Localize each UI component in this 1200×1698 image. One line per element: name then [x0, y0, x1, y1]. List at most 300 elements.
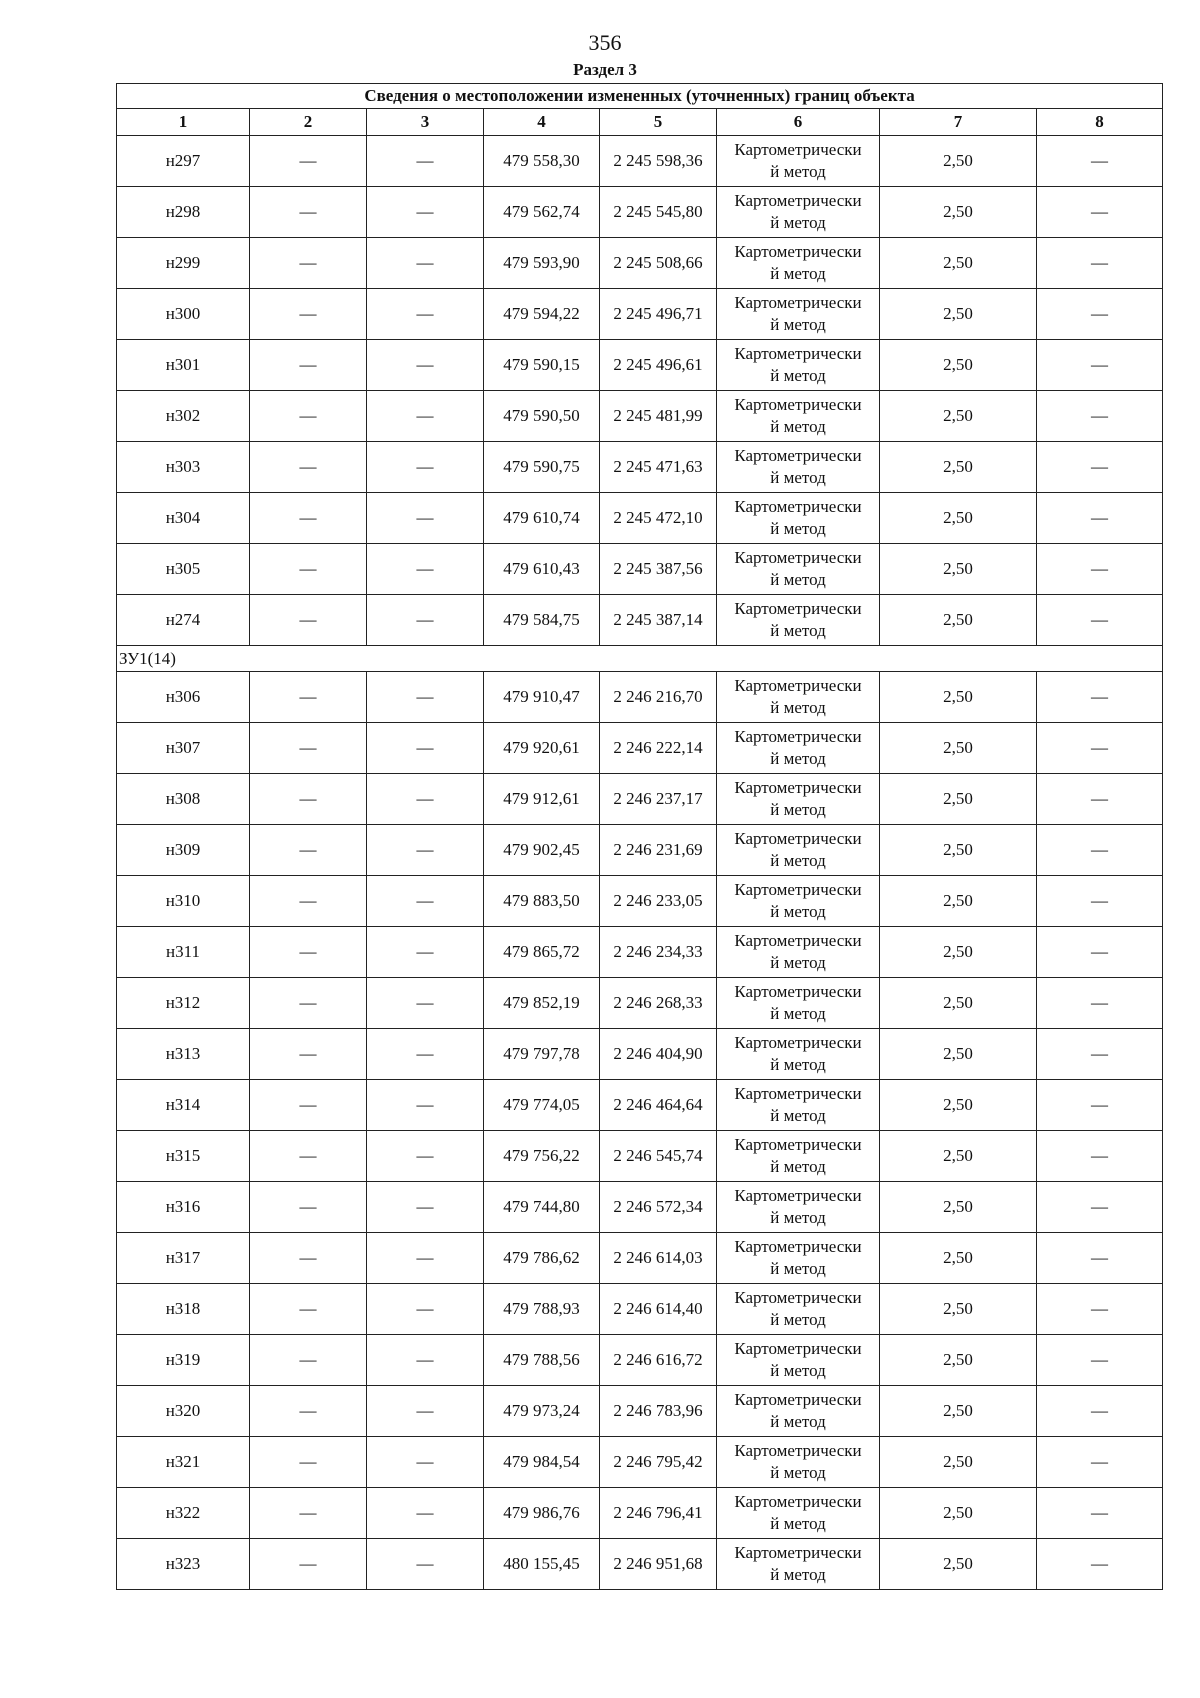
- table-body: [117, 84, 1163, 1590]
- method-line-2: й метод: [770, 570, 826, 589]
- point-name: н313: [117, 1029, 250, 1080]
- coordinate-x: 479 584,75: [484, 595, 600, 646]
- determination-method: [717, 1080, 880, 1131]
- coordinate-y: 2 245 496,61: [600, 340, 717, 391]
- accuracy-value: 2,50: [880, 1386, 1037, 1437]
- cell-col2: —: [250, 136, 367, 187]
- accuracy-value: 2,50: [880, 978, 1037, 1029]
- cell-col2: —: [250, 876, 367, 927]
- coordinate-y: 2 245 545,80: [600, 187, 717, 238]
- coordinate-x: 479 786,62: [484, 1233, 600, 1284]
- table-row: [117, 1131, 1163, 1182]
- method-line-2: й метод: [770, 1361, 826, 1380]
- point-name: н305: [117, 544, 250, 595]
- method-line-1: Картометрически: [734, 1033, 862, 1052]
- method-line-1: Картометрически: [734, 446, 862, 465]
- determination-method: [717, 1233, 880, 1284]
- method-line-2: й метод: [770, 1055, 826, 1074]
- coordinate-x: 479 558,30: [484, 136, 600, 187]
- method-line-1: Картометрически: [734, 599, 862, 618]
- coordinate-x: 479 774,05: [484, 1080, 600, 1131]
- cell-col3: —: [367, 1488, 484, 1539]
- determination-method: [717, 1029, 880, 1080]
- cell-col2: —: [250, 1335, 367, 1386]
- cell-col3: —: [367, 723, 484, 774]
- table-row: [117, 825, 1163, 876]
- determination-method: [717, 493, 880, 544]
- table-caption: Сведения о местоположении измененных (уточненных) границ объекта: [117, 84, 1163, 109]
- determination-method: [717, 1437, 880, 1488]
- cell-col8: —: [1037, 289, 1163, 340]
- coordinate-y: 2 245 471,63: [600, 442, 717, 493]
- cell-col2: —: [250, 1284, 367, 1335]
- cell-col8: —: [1037, 1335, 1163, 1386]
- determination-method: [717, 1182, 880, 1233]
- cell-col3: —: [367, 493, 484, 544]
- cell-col8: —: [1037, 442, 1163, 493]
- accuracy-value: 2,50: [880, 1284, 1037, 1335]
- cell-col2: —: [250, 1437, 367, 1488]
- method-line-1: Картометрически: [734, 293, 862, 312]
- cell-col2: —: [250, 1029, 367, 1080]
- column-number: 1: [117, 109, 250, 136]
- coordinate-y: 2 246 951,68: [600, 1539, 717, 1590]
- method-line-1: Картометрически: [734, 140, 862, 159]
- cell-col2: —: [250, 595, 367, 646]
- point-name: н317: [117, 1233, 250, 1284]
- cell-col3: —: [367, 1080, 484, 1131]
- cell-col2: —: [250, 1233, 367, 1284]
- coordinate-y: 2 246 231,69: [600, 825, 717, 876]
- page-number: 356: [588, 30, 622, 55]
- method-line-1: Картометрически: [734, 548, 862, 567]
- method-line-2: й метод: [770, 1259, 826, 1278]
- point-name: н306: [117, 672, 250, 723]
- accuracy-value: 2,50: [880, 595, 1037, 646]
- determination-method: [717, 238, 880, 289]
- cell-col2: —: [250, 289, 367, 340]
- determination-method: [717, 1335, 880, 1386]
- accuracy-value: 2,50: [880, 493, 1037, 544]
- coordinate-x: 479 984,54: [484, 1437, 600, 1488]
- determination-method: [717, 136, 880, 187]
- table-row: [117, 442, 1163, 493]
- coordinate-y: 2 246 216,70: [600, 672, 717, 723]
- determination-method: [717, 340, 880, 391]
- coordinate-y: 2 246 464,64: [600, 1080, 717, 1131]
- cell-col2: —: [250, 927, 367, 978]
- determination-method: [717, 723, 880, 774]
- column-number-row: [117, 109, 1163, 136]
- method-line-2: й метод: [770, 1004, 826, 1023]
- cell-col8: —: [1037, 595, 1163, 646]
- cell-col2: —: [250, 774, 367, 825]
- coordinate-y: 2 245 387,56: [600, 544, 717, 595]
- coordinate-y: 2 246 796,41: [600, 1488, 717, 1539]
- coordinate-x: 479 865,72: [484, 927, 600, 978]
- accuracy-value: 2,50: [880, 1131, 1037, 1182]
- table-caption-row: [117, 84, 1163, 109]
- accuracy-value: 2,50: [880, 774, 1037, 825]
- cell-col8: —: [1037, 1233, 1163, 1284]
- cell-col8: —: [1037, 391, 1163, 442]
- method-line-1: Картометрически: [734, 727, 862, 746]
- cell-col8: —: [1037, 723, 1163, 774]
- method-line-1: Картометрически: [734, 1237, 862, 1256]
- accuracy-value: 2,50: [880, 544, 1037, 595]
- determination-method: [717, 876, 880, 927]
- method-line-2: й метод: [770, 1514, 826, 1533]
- cell-col8: —: [1037, 978, 1163, 1029]
- cell-col8: —: [1037, 1437, 1163, 1488]
- method-line-1: Картометрически: [734, 1135, 862, 1154]
- cell-col8: —: [1037, 238, 1163, 289]
- point-name: н274: [117, 595, 250, 646]
- method-line-2: й метод: [770, 315, 826, 334]
- method-line-1: Картометрически: [734, 1339, 862, 1358]
- coordinate-x: 479 610,43: [484, 544, 600, 595]
- cell-col8: —: [1037, 1131, 1163, 1182]
- point-name: н309: [117, 825, 250, 876]
- coordinate-x: 479 912,61: [484, 774, 600, 825]
- cell-col2: —: [250, 1539, 367, 1590]
- cell-col8: —: [1037, 672, 1163, 723]
- method-line-2: й метод: [770, 519, 826, 538]
- table-row: [117, 1539, 1163, 1590]
- determination-method: [717, 978, 880, 1029]
- cell-col8: —: [1037, 1539, 1163, 1590]
- cell-col2: —: [250, 340, 367, 391]
- coordinate-x: 479 590,15: [484, 340, 600, 391]
- method-line-2: й метод: [770, 417, 826, 436]
- cell-col3: —: [367, 774, 484, 825]
- cell-col3: —: [367, 978, 484, 1029]
- coordinate-y: 2 245 387,14: [600, 595, 717, 646]
- table-row: [117, 391, 1163, 442]
- column-number: 2: [250, 109, 367, 136]
- method-line-2: й метод: [770, 264, 826, 283]
- cell-col8: —: [1037, 1284, 1163, 1335]
- method-line-1: Картометрически: [734, 778, 862, 797]
- method-line-1: Картометрически: [734, 880, 862, 899]
- coordinate-y: 2 245 598,36: [600, 136, 717, 187]
- method-line-1: Картометрически: [734, 395, 862, 414]
- cell-col2: —: [250, 493, 367, 544]
- point-name: н302: [117, 391, 250, 442]
- column-number: 7: [880, 109, 1037, 136]
- cell-col8: —: [1037, 136, 1163, 187]
- method-line-1: Картометрически: [734, 676, 862, 695]
- method-line-2: й метод: [770, 1208, 826, 1227]
- point-name: н300: [117, 289, 250, 340]
- point-name: н299: [117, 238, 250, 289]
- cell-col3: —: [367, 1131, 484, 1182]
- coordinate-x: 479 788,93: [484, 1284, 600, 1335]
- cell-col8: —: [1037, 825, 1163, 876]
- cell-col2: —: [250, 723, 367, 774]
- method-line-2: й метод: [770, 366, 826, 385]
- table-row: [117, 1029, 1163, 1080]
- accuracy-value: 2,50: [880, 1029, 1037, 1080]
- method-line-2: й метод: [770, 1157, 826, 1176]
- accuracy-value: 2,50: [880, 340, 1037, 391]
- cell-col3: —: [367, 1284, 484, 1335]
- point-name: н322: [117, 1488, 250, 1539]
- cell-col2: —: [250, 187, 367, 238]
- coordinate-x: 479 744,80: [484, 1182, 600, 1233]
- cell-col3: —: [367, 1029, 484, 1080]
- accuracy-value: 2,50: [880, 825, 1037, 876]
- cell-col8: —: [1037, 1080, 1163, 1131]
- table-row: [117, 238, 1163, 289]
- coordinate-y: 2 245 508,66: [600, 238, 717, 289]
- coordinate-x: 479 797,78: [484, 1029, 600, 1080]
- coordinate-x: 479 590,75: [484, 442, 600, 493]
- table-row: [117, 672, 1163, 723]
- cell-col8: —: [1037, 1488, 1163, 1539]
- cell-col2: —: [250, 442, 367, 493]
- determination-method: [717, 1131, 880, 1182]
- boundary-coordinates-table: [116, 83, 1163, 1590]
- group-label: ЗУ1(14): [117, 646, 1163, 672]
- cell-col8: —: [1037, 493, 1163, 544]
- point-name: н319: [117, 1335, 250, 1386]
- coordinate-x: 479 610,74: [484, 493, 600, 544]
- coordinate-y: 2 246 545,74: [600, 1131, 717, 1182]
- table-row: [117, 1488, 1163, 1539]
- coordinate-x: 479 883,50: [484, 876, 600, 927]
- table-row: [117, 1437, 1163, 1488]
- method-line-2: й метод: [770, 749, 826, 768]
- cell-col8: —: [1037, 1386, 1163, 1437]
- method-line-2: й метод: [770, 800, 826, 819]
- cell-col2: —: [250, 672, 367, 723]
- method-line-1: Картометрически: [734, 1543, 862, 1562]
- table-row: [117, 340, 1163, 391]
- determination-method: [717, 825, 880, 876]
- coordinate-y: 2 246 404,90: [600, 1029, 717, 1080]
- determination-method: [717, 1386, 880, 1437]
- method-line-1: Картометрически: [734, 1084, 862, 1103]
- cell-col8: —: [1037, 544, 1163, 595]
- coordinate-y: 2 245 472,10: [600, 493, 717, 544]
- point-name: н303: [117, 442, 250, 493]
- method-line-2: й метод: [770, 1463, 826, 1482]
- column-number: 6: [717, 109, 880, 136]
- table-row: [117, 774, 1163, 825]
- cell-col3: —: [367, 595, 484, 646]
- accuracy-value: 2,50: [880, 1488, 1037, 1539]
- accuracy-value: 2,50: [880, 876, 1037, 927]
- determination-method: [717, 187, 880, 238]
- method-line-2: й метод: [770, 1310, 826, 1329]
- cell-col2: —: [250, 1131, 367, 1182]
- cell-col3: —: [367, 289, 484, 340]
- method-line-2: й метод: [770, 953, 826, 972]
- accuracy-value: 2,50: [880, 289, 1037, 340]
- coordinate-y: 2 246 783,96: [600, 1386, 717, 1437]
- accuracy-value: 2,50: [880, 1080, 1037, 1131]
- method-line-1: Картометрически: [734, 982, 862, 1001]
- accuracy-value: 2,50: [880, 442, 1037, 493]
- coordinate-x: 479 593,90: [484, 238, 600, 289]
- accuracy-value: 2,50: [880, 927, 1037, 978]
- coordinate-x: 480 155,45: [484, 1539, 600, 1590]
- determination-method: [717, 442, 880, 493]
- column-number: 5: [600, 109, 717, 136]
- method-line-1: Картометрически: [734, 1288, 862, 1307]
- method-line-2: й метод: [770, 162, 826, 181]
- table-row: [117, 595, 1163, 646]
- cell-col3: —: [367, 927, 484, 978]
- accuracy-value: 2,50: [880, 1539, 1037, 1590]
- coordinate-y: 2 246 234,33: [600, 927, 717, 978]
- table-row: [117, 289, 1163, 340]
- accuracy-value: 2,50: [880, 136, 1037, 187]
- determination-method: [717, 774, 880, 825]
- coordinate-y: 2 246 268,33: [600, 978, 717, 1029]
- cell-col3: —: [367, 1386, 484, 1437]
- table-row: [117, 493, 1163, 544]
- accuracy-value: 2,50: [880, 1437, 1037, 1488]
- method-line-1: Картометрически: [734, 1186, 862, 1205]
- cell-col3: —: [367, 876, 484, 927]
- coordinate-x: 479 590,50: [484, 391, 600, 442]
- table-row: [117, 136, 1163, 187]
- method-line-2: й метод: [770, 213, 826, 232]
- table-row: [117, 1335, 1163, 1386]
- method-line-2: й метод: [770, 468, 826, 487]
- cell-col3: —: [367, 391, 484, 442]
- cell-col2: —: [250, 1182, 367, 1233]
- accuracy-value: 2,50: [880, 1182, 1037, 1233]
- cell-col8: —: [1037, 876, 1163, 927]
- determination-method: [717, 1488, 880, 1539]
- point-name: н314: [117, 1080, 250, 1131]
- method-line-1: Картометрически: [734, 344, 862, 363]
- cell-col8: —: [1037, 774, 1163, 825]
- coordinate-y: 2 246 614,40: [600, 1284, 717, 1335]
- cell-col3: —: [367, 187, 484, 238]
- cell-col3: —: [367, 1335, 484, 1386]
- coordinate-x: 479 756,22: [484, 1131, 600, 1182]
- table-row: [117, 876, 1163, 927]
- cell-col3: —: [367, 672, 484, 723]
- coordinate-y: 2 246 237,17: [600, 774, 717, 825]
- cell-col3: —: [367, 544, 484, 595]
- cell-col2: —: [250, 1488, 367, 1539]
- determination-method: [717, 391, 880, 442]
- coordinate-x: 479 986,76: [484, 1488, 600, 1539]
- method-line-1: Картометрически: [734, 497, 862, 516]
- table-row: [117, 544, 1163, 595]
- determination-method: [717, 544, 880, 595]
- accuracy-value: 2,50: [880, 723, 1037, 774]
- accuracy-value: 2,50: [880, 187, 1037, 238]
- cell-col8: —: [1037, 1182, 1163, 1233]
- point-name: н298: [117, 187, 250, 238]
- method-line-1: Картометрически: [734, 1492, 862, 1511]
- coordinate-x: 479 852,19: [484, 978, 600, 1029]
- coordinate-x: 479 594,22: [484, 289, 600, 340]
- method-line-2: й метод: [770, 902, 826, 921]
- coordinate-y: 2 245 481,99: [600, 391, 717, 442]
- cell-col3: —: [367, 1182, 484, 1233]
- cell-col3: —: [367, 1539, 484, 1590]
- column-number: 3: [367, 109, 484, 136]
- accuracy-value: 2,50: [880, 672, 1037, 723]
- table-row: [117, 1233, 1163, 1284]
- coordinate-x: 479 562,74: [484, 187, 600, 238]
- point-name: н301: [117, 340, 250, 391]
- cell-col2: —: [250, 1386, 367, 1437]
- coordinate-y: 2 245 496,71: [600, 289, 717, 340]
- method-line-2: й метод: [770, 1412, 826, 1431]
- table-row: [117, 1182, 1163, 1233]
- accuracy-value: 2,50: [880, 238, 1037, 289]
- cell-col3: —: [367, 340, 484, 391]
- table-row: [117, 1080, 1163, 1131]
- group-row: [117, 646, 1163, 672]
- accuracy-value: 2,50: [880, 391, 1037, 442]
- cell-col2: —: [250, 978, 367, 1029]
- column-number: 8: [1037, 109, 1163, 136]
- cell-col3: —: [367, 442, 484, 493]
- point-name: н308: [117, 774, 250, 825]
- coordinate-x: 479 902,45: [484, 825, 600, 876]
- cell-col3: —: [367, 1437, 484, 1488]
- method-line-1: Картометрически: [734, 829, 862, 848]
- table-row: [117, 187, 1163, 238]
- method-line-1: Картометрически: [734, 191, 862, 210]
- method-line-1: Картометрически: [734, 1441, 862, 1460]
- point-name: н297: [117, 136, 250, 187]
- coordinate-y: 2 246 616,72: [600, 1335, 717, 1386]
- table-row: [117, 927, 1163, 978]
- cell-col2: —: [250, 238, 367, 289]
- column-number: 4: [484, 109, 600, 136]
- cell-col3: —: [367, 1233, 484, 1284]
- section-title: Раздел 3: [573, 60, 637, 79]
- cell-col8: —: [1037, 187, 1163, 238]
- coordinate-y: 2 246 222,14: [600, 723, 717, 774]
- table-row: [117, 1386, 1163, 1437]
- cell-col2: —: [250, 544, 367, 595]
- point-name: н311: [117, 927, 250, 978]
- method-line-2: й метод: [770, 1106, 826, 1125]
- point-name: н316: [117, 1182, 250, 1233]
- accuracy-value: 2,50: [880, 1335, 1037, 1386]
- cell-col2: —: [250, 1080, 367, 1131]
- cell-col3: —: [367, 238, 484, 289]
- method-line-1: Картометрически: [734, 1390, 862, 1409]
- method-line-1: Картометрически: [734, 242, 862, 261]
- determination-method: [717, 927, 880, 978]
- coordinate-x: 479 973,24: [484, 1386, 600, 1437]
- method-line-2: й метод: [770, 851, 826, 870]
- coordinate-x: 479 920,61: [484, 723, 600, 774]
- method-line-2: й метод: [770, 698, 826, 717]
- cell-col8: —: [1037, 340, 1163, 391]
- point-name: н307: [117, 723, 250, 774]
- cell-col3: —: [367, 825, 484, 876]
- determination-method: [717, 672, 880, 723]
- point-name: н323: [117, 1539, 250, 1590]
- coordinate-x: 479 910,47: [484, 672, 600, 723]
- coordinate-y: 2 246 233,05: [600, 876, 717, 927]
- point-name: н304: [117, 493, 250, 544]
- point-name: н310: [117, 876, 250, 927]
